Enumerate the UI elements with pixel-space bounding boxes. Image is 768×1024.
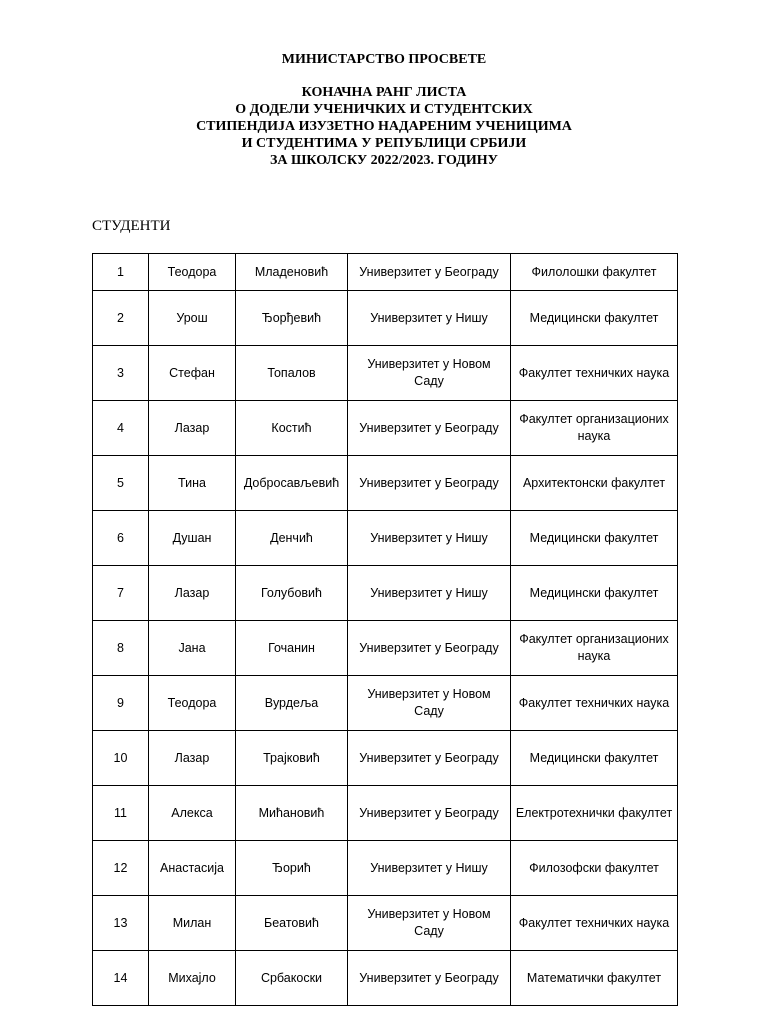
last-name-cell: Ђорић bbox=[236, 841, 348, 896]
faculty-cell: Медицински факултет bbox=[511, 731, 678, 786]
faculty-cell: Математички факултет bbox=[511, 951, 678, 1006]
table-row bbox=[93, 896, 678, 951]
university-cell: Универзитет у Београду bbox=[348, 456, 511, 511]
ranking-table bbox=[92, 253, 678, 1006]
university-cell: Универзитет у Новом Саду bbox=[348, 676, 511, 731]
university-cell: Универзитет у Нишу bbox=[348, 511, 511, 566]
faculty-cell: Медицински факултет bbox=[511, 566, 678, 621]
faculty-cell: Факултет техничких наука bbox=[511, 346, 678, 401]
first-name-cell: Стефан bbox=[149, 346, 236, 401]
last-name-cell: Добросављевић bbox=[236, 456, 348, 511]
faculty-cell: Медицински факултет bbox=[511, 291, 678, 346]
rank-cell: 4 bbox=[93, 401, 149, 456]
rank-cell: 11 bbox=[93, 786, 149, 841]
last-name-cell: Костић bbox=[236, 401, 348, 456]
rank-cell: 2 bbox=[93, 291, 149, 346]
rank-cell: 10 bbox=[93, 731, 149, 786]
table-row bbox=[93, 511, 678, 566]
first-name-cell: Тина bbox=[149, 456, 236, 511]
rank-cell: 13 bbox=[93, 896, 149, 951]
university-cell: Универзитет у Нишу bbox=[348, 841, 511, 896]
ranking-table-body bbox=[93, 254, 678, 1006]
table-row bbox=[93, 951, 678, 1006]
section-heading: СТУДЕНТИ bbox=[92, 218, 171, 234]
last-name-cell: Голубовић bbox=[236, 566, 348, 621]
university-cell: Универзитет у Београду bbox=[348, 254, 511, 291]
last-name-cell: Трајковић bbox=[236, 731, 348, 786]
last-name-cell: Беатовић bbox=[236, 896, 348, 951]
first-name-cell: Теодора bbox=[149, 254, 236, 291]
table-row bbox=[93, 676, 678, 731]
first-name-cell: Лазар bbox=[149, 566, 236, 621]
rank-cell: 1 bbox=[93, 254, 149, 291]
first-name-cell: Лазар bbox=[149, 401, 236, 456]
last-name-cell: Гочанин bbox=[236, 621, 348, 676]
table-row bbox=[93, 731, 678, 786]
first-name-cell: Михајло bbox=[149, 951, 236, 1006]
rank-cell: 6 bbox=[93, 511, 149, 566]
table-row bbox=[93, 254, 678, 291]
first-name-cell: Душан bbox=[149, 511, 236, 566]
rank-cell: 9 bbox=[93, 676, 149, 731]
university-cell: Универзитет у Београду bbox=[348, 621, 511, 676]
faculty-cell: Медицински факултет bbox=[511, 511, 678, 566]
faculty-cell: Архитектонски факултет bbox=[511, 456, 678, 511]
university-cell: Универзитет у Новом Саду bbox=[348, 346, 511, 401]
title-line: СТИПЕНДИЈА ИЗУЗЕТНО НАДАРЕНИМ УЧЕНИЦИМА bbox=[196, 119, 572, 134]
first-name-cell: Алекса bbox=[149, 786, 236, 841]
rank-cell: 3 bbox=[93, 346, 149, 401]
faculty-cell: Факултет организационих наука bbox=[511, 621, 678, 676]
last-name-cell: Мићановић bbox=[236, 786, 348, 841]
university-cell: Универзитет у Београду bbox=[348, 731, 511, 786]
last-name-cell: Топалов bbox=[236, 346, 348, 401]
university-cell: Универзитет у Београду bbox=[348, 951, 511, 1006]
document-title bbox=[0, 84, 768, 169]
table-row bbox=[93, 456, 678, 511]
table-row bbox=[93, 291, 678, 346]
rank-cell: 8 bbox=[93, 621, 149, 676]
faculty-cell: Електротехнички факултет bbox=[511, 786, 678, 841]
title-line: КОНАЧНА РАНГ ЛИСТА bbox=[301, 85, 467, 100]
first-name-cell: Анастасија bbox=[149, 841, 236, 896]
table-row bbox=[93, 841, 678, 896]
university-cell: Универзитет у Новом Саду bbox=[348, 896, 511, 951]
rank-cell: 14 bbox=[93, 951, 149, 1006]
rank-cell: 7 bbox=[93, 566, 149, 621]
university-cell: Универзитет у Нишу bbox=[348, 291, 511, 346]
faculty-cell: Филозофски факултет bbox=[511, 841, 678, 896]
faculty-cell: Филолошки факултет bbox=[511, 254, 678, 291]
first-name-cell: Урош bbox=[149, 291, 236, 346]
title-line: ЗА ШКОЛСКУ 2022/2023. ГОДИНУ bbox=[270, 153, 498, 168]
last-name-cell: Ђорђевић bbox=[236, 291, 348, 346]
university-cell: Универзитет у Нишу bbox=[348, 566, 511, 621]
last-name-cell: Младеновић bbox=[236, 254, 348, 291]
faculty-cell: Факултет техничких наука bbox=[511, 896, 678, 951]
ministry-heading: МИНИСТАРСТВО ПРОСВЕТЕ bbox=[281, 52, 487, 67]
faculty-cell: Факултет организационих наука bbox=[511, 401, 678, 456]
table-row bbox=[93, 786, 678, 841]
first-name-cell: Јана bbox=[149, 621, 236, 676]
last-name-cell: Србакоски bbox=[236, 951, 348, 1006]
rank-cell: 5 bbox=[93, 456, 149, 511]
university-cell: Универзитет у Београду bbox=[348, 786, 511, 841]
university-cell: Универзитет у Београду bbox=[348, 401, 511, 456]
table-row bbox=[93, 621, 678, 676]
rank-cell: 12 bbox=[93, 841, 149, 896]
first-name-cell: Теодора bbox=[149, 676, 236, 731]
table-row bbox=[93, 566, 678, 621]
faculty-cell: Факултет техничких наука bbox=[511, 676, 678, 731]
first-name-cell: Лазар bbox=[149, 731, 236, 786]
title-line: О ДОДЕЛИ УЧЕНИЧКИХ И СТУДЕНТСКИХ bbox=[235, 102, 533, 117]
title-line: И СТУДЕНТИМА У РЕПУБЛИЦИ СРБИЈИ bbox=[241, 136, 527, 151]
table-row bbox=[93, 346, 678, 401]
last-name-cell: Вурдеља bbox=[236, 676, 348, 731]
first-name-cell: Милан bbox=[149, 896, 236, 951]
last-name-cell: Денчић bbox=[236, 511, 348, 566]
table-row bbox=[93, 401, 678, 456]
